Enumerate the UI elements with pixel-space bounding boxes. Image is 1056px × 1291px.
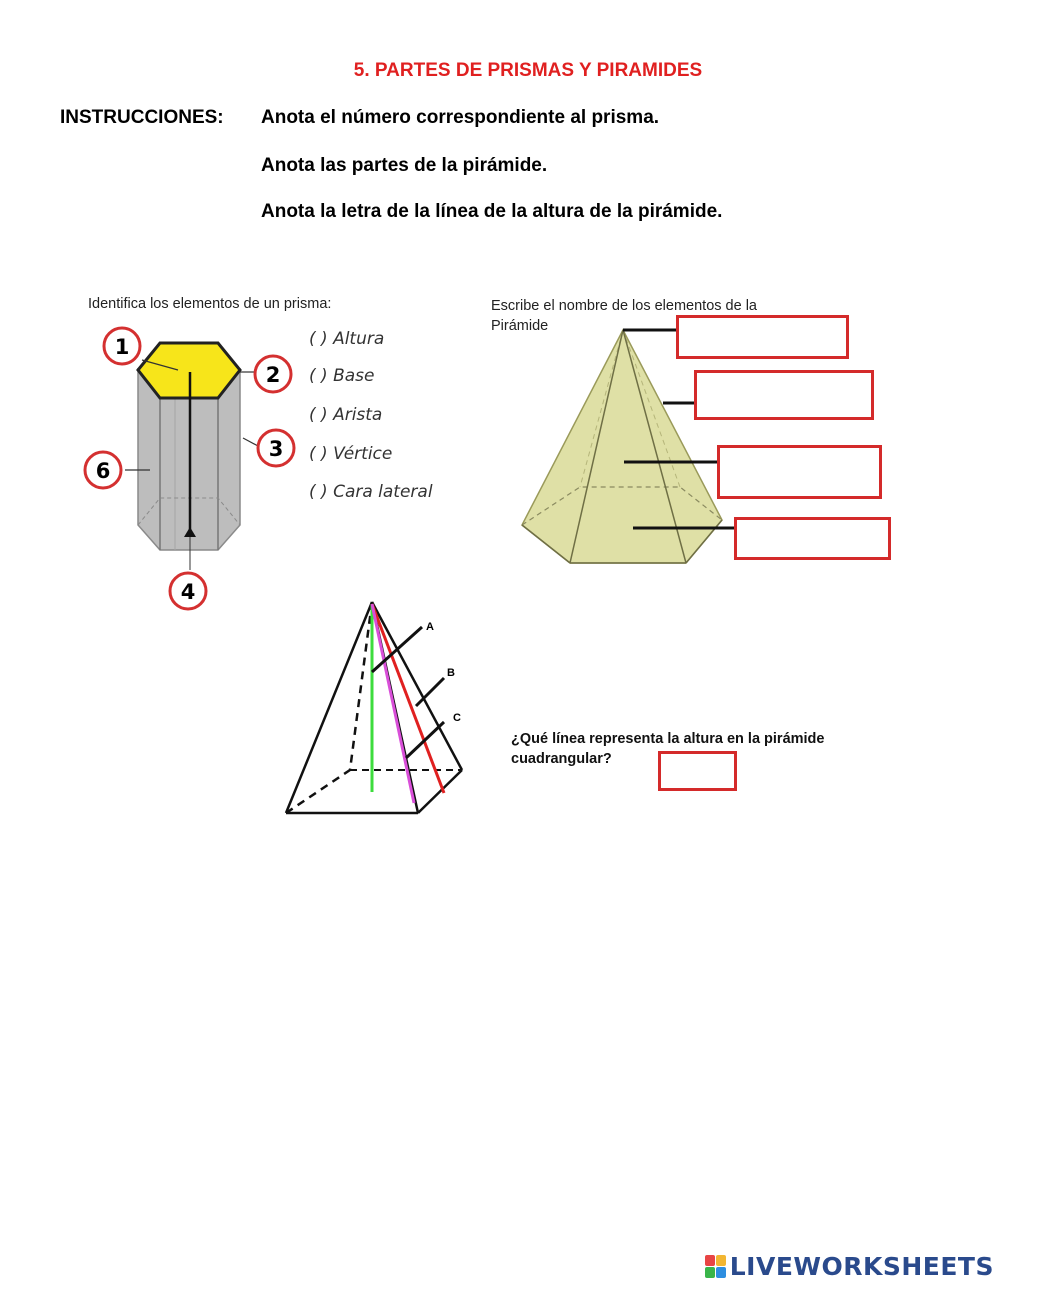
- marker-1: 1: [114, 335, 130, 359]
- instructions-label: INSTRUCCIONES:: [60, 107, 224, 128]
- magenta-line: [372, 604, 414, 803]
- option-arista[interactable]: ( ) Arista: [309, 405, 383, 425]
- height-answer-box[interactable]: [658, 751, 737, 791]
- marker-4: 4: [180, 580, 196, 604]
- option-altura[interactable]: ( ) Altura: [309, 329, 385, 349]
- option-cara-lateral[interactable]: ( ) Cara lateral: [309, 482, 433, 502]
- page-title: 5. PARTES DE PRISMAS Y PIRAMIDES: [353, 60, 703, 81]
- pyramid-caption-line2: Pirámide: [491, 318, 549, 334]
- marker-6: 6: [95, 459, 111, 483]
- option-vertice[interactable]: ( ) Vértice: [309, 444, 393, 464]
- line-label-c: C: [453, 712, 461, 724]
- prism-figure: [70, 325, 284, 620]
- pyramid-caption-line1: Escribe el nombre de los elementos de la: [491, 298, 757, 314]
- line-label-b: B: [447, 667, 455, 679]
- pyramid-answer-box-1[interactable]: [676, 315, 849, 359]
- line-label-a: A: [426, 621, 434, 633]
- liveworksheets-logo-icon: [705, 1255, 726, 1278]
- instruction-line-3: Anota la letra de la línea de la altura de la pirámide.: [261, 201, 723, 222]
- height-question-line2: cuadrangular?: [511, 751, 612, 767]
- height-question-line1: ¿Qué línea representa la altura en la pirámide: [511, 731, 825, 747]
- pyramid-answer-box-4[interactable]: [734, 517, 891, 560]
- pyramid-answer-box-2[interactable]: [694, 370, 874, 420]
- prism-caption: Identifica los elementos de un prisma:: [88, 296, 332, 312]
- option-base[interactable]: ( ) Base: [309, 366, 375, 386]
- pyramid-answer-box-3[interactable]: [717, 445, 882, 499]
- marker-3: 3: [268, 437, 284, 461]
- brand-name: LIVEWORKSHEETS: [729, 1252, 994, 1281]
- square-pyramid-figure: [280, 595, 470, 820]
- footer-brand[interactable]: [705, 1252, 994, 1281]
- instruction-line-1: Anota el número correspondiente al prisma.: [261, 107, 660, 128]
- marker-2: 2: [265, 363, 281, 387]
- instruction-line-2: Anota las partes de la pirámide.: [261, 155, 548, 176]
